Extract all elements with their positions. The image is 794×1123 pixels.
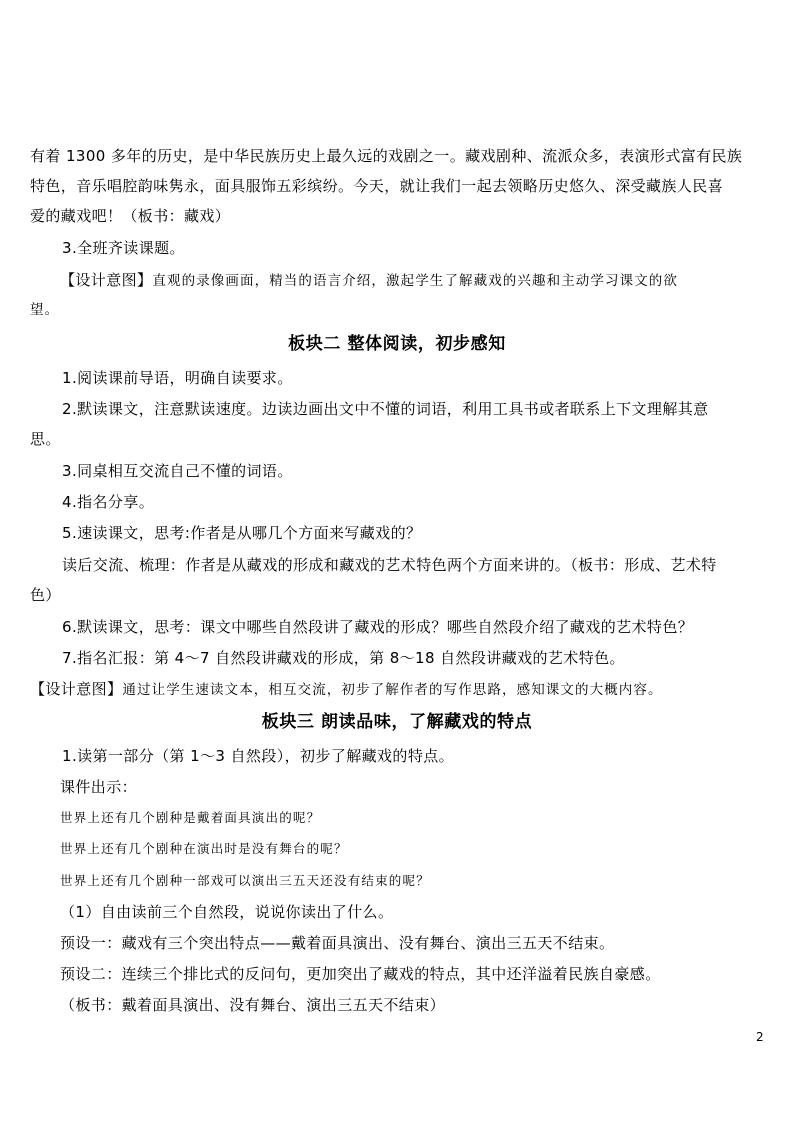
step-item: 2.默读课文，注意默读速度。边读边画出文中不懂的词语，利用工具书或者联系上下文理解其意	[62, 400, 709, 418]
step-item: 6.默读课文，思考：课文中哪些自然段讲了藏戏的形成？哪些自然段介绍了藏戏的艺术特色？	[62, 618, 694, 636]
design-intent-label: 【设计意图】	[30, 680, 123, 698]
design-intent-continued: 望。	[30, 302, 60, 318]
design-intent-text: 直观的录像画面，精当的语言介绍，激起学生了解藏戏的兴趣和主动学习课文的欲	[152, 273, 679, 289]
courseware-line: 世界上还有几个剧种在演出时是没有舞台的呢？	[60, 841, 348, 856]
paragraph-line: 课件出示：	[60, 778, 138, 796]
question-item: （1）自由读前三个自然段，说说你读出了什么。	[60, 903, 394, 921]
paragraph-line: 思。	[30, 430, 61, 448]
paragraph-line: 色）	[30, 586, 61, 604]
design-intent-label: 【设计意图】	[60, 271, 153, 289]
section-heading: 板块三 朗读品味，了解藏戏的特点	[261, 712, 533, 732]
design-intent	[30, 679, 770, 700]
answer-preset: 预设一：藏戏有三个突出特点——戴着面具演出、没有舞台、演出三五天不结束。	[60, 934, 615, 952]
paragraph-line: 特色，音乐唱腔韵味隽永，面具服饰五彩缤纷。今天，就让我们一起去领略历史悠久、深受藏族人民喜	[30, 177, 724, 195]
step-item: 7.指名汇报：第 4～7 自然段讲藏戏的形成，第 8～18 自然段讲藏戏的艺术特色。	[62, 649, 625, 667]
step-item: 5.速读课文，思考:作者是从哪几个方面来写藏戏的？	[62, 524, 422, 542]
paragraph-line: 爱的藏戏吧！（板书：藏戏）	[30, 207, 231, 225]
page-number: 2	[756, 1030, 764, 1044]
step-item: 4.指名分享。	[62, 493, 155, 511]
paragraph-line: 读后交流、梳理：作者是从藏戏的形成和藏戏的艺术特色两个方面来讲的。（板书：形成、艺术特	[62, 556, 717, 574]
step-item: 3.全班齐读课题。	[62, 239, 185, 257]
paragraph-line: 有着 1300 多年的历史，是中华民族历史上最久远的戏剧之一。藏戏剧种、流派众多，表演形式富有民族	[30, 147, 743, 165]
step-item: 3.同桌相互交流自己不懂的词语。	[62, 462, 293, 480]
courseware-line: 世界上还有几个剧种是戴着面具演出的呢？	[60, 810, 321, 825]
step-item: 1.读第一部分（第 1～3 自然段），初步了解藏戏的特点。	[62, 747, 455, 765]
answer-preset: 预设二：连续三个排比式的反问句，更加突出了藏戏的特点，其中还洋溢着民族自豪感。	[60, 965, 661, 983]
courseware-line: 世界上还有几个剧种一部戏可以演出三五天还没有结束的呢？	[60, 873, 430, 888]
design-intent-text: 通过让学生速读文本，相互交流，初步了解作者的写作思路，感知课文的大概内容。	[122, 682, 663, 698]
blackboard-note: （板书：戴着面具演出、没有舞台、演出三五天不结束）	[60, 996, 446, 1014]
design-intent	[60, 270, 794, 291]
step-item: 1.阅读课前导语，明确自读要求。	[62, 369, 293, 387]
section-heading: 板块二 整体阅读，初步感知	[288, 334, 506, 354]
